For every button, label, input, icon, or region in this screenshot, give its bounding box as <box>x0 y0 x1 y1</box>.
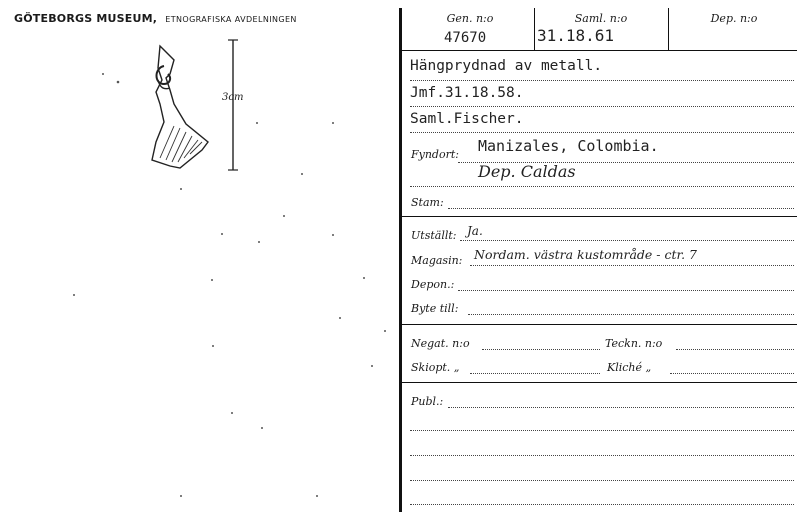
dotted-line <box>470 265 794 266</box>
dotted-line <box>410 480 794 481</box>
gen-no-value: 47670 <box>444 30 487 46</box>
museum-name: GÖTEBORGS MUSEUM, <box>14 12 158 25</box>
fyndort-handwriting: Dep. Caldas <box>478 162 576 181</box>
dep-no-label: Dep. n:o <box>710 12 758 25</box>
scale-label: 3cm <box>222 92 244 103</box>
fyndort-label: Fyndort: <box>411 148 459 161</box>
utstallt-label: Utställt: <box>411 229 457 242</box>
rule-after-kliche <box>399 382 797 383</box>
publ-label: Publ.: <box>411 395 444 408</box>
utstallt-handwriting: Ja. <box>467 224 483 238</box>
museum-header <box>14 7 297 26</box>
teckn-label: Teckn. n:o <box>605 337 663 350</box>
stam-label: Stam: <box>411 196 444 209</box>
kliche-label: Kliché „ <box>607 361 652 374</box>
byte-label: Byte till: <box>411 302 459 315</box>
dotted-line <box>458 290 794 291</box>
dotted-line <box>410 106 794 107</box>
saml-no-label: Saml. n:o <box>574 12 628 25</box>
skiopt-label: Skiopt. „ <box>411 361 460 374</box>
dotted-line <box>410 80 794 81</box>
dotted-line <box>448 208 794 209</box>
card-left-border <box>399 8 402 512</box>
gen-saml-divider <box>534 8 535 50</box>
description-line: Hängprydnad av metall. <box>410 58 603 74</box>
dotted-line <box>410 504 794 505</box>
gen-no-label: Gen. n:o <box>446 12 494 25</box>
dotted-line <box>410 430 794 431</box>
saml-dep-divider <box>668 8 669 50</box>
pendant-sketch <box>130 38 270 178</box>
dotted-line <box>448 407 794 408</box>
dotted-line <box>410 132 794 133</box>
dotted-line <box>410 455 794 456</box>
magasin-label: Magasin: <box>411 254 463 267</box>
dotted-line <box>460 240 794 241</box>
depon-label: Depon.: <box>411 278 455 291</box>
negat-label: Negat. n:o <box>411 337 470 350</box>
dotted-line <box>676 349 794 350</box>
magasin-handwriting: Nordam. västra kustområde - ctr. 7 <box>474 247 698 262</box>
dotted-line <box>410 186 794 187</box>
description-line: Jmf.31.18.58. <box>410 85 524 101</box>
rule-after-byte <box>399 324 797 325</box>
fyndort-value: Manizales, Colombia. <box>478 137 659 155</box>
dotted-line <box>482 349 600 350</box>
dotted-line <box>670 373 794 374</box>
rule-after-stam <box>399 216 797 217</box>
department-name: ETNOGRAFISKA AVDELNINGEN <box>165 15 297 24</box>
saml-no-value: 31.18.61 <box>537 26 615 45</box>
header-rule <box>399 50 797 51</box>
description-line: Saml.Fischer. <box>410 111 524 127</box>
dotted-line <box>470 373 600 374</box>
dotted-line <box>468 314 794 315</box>
